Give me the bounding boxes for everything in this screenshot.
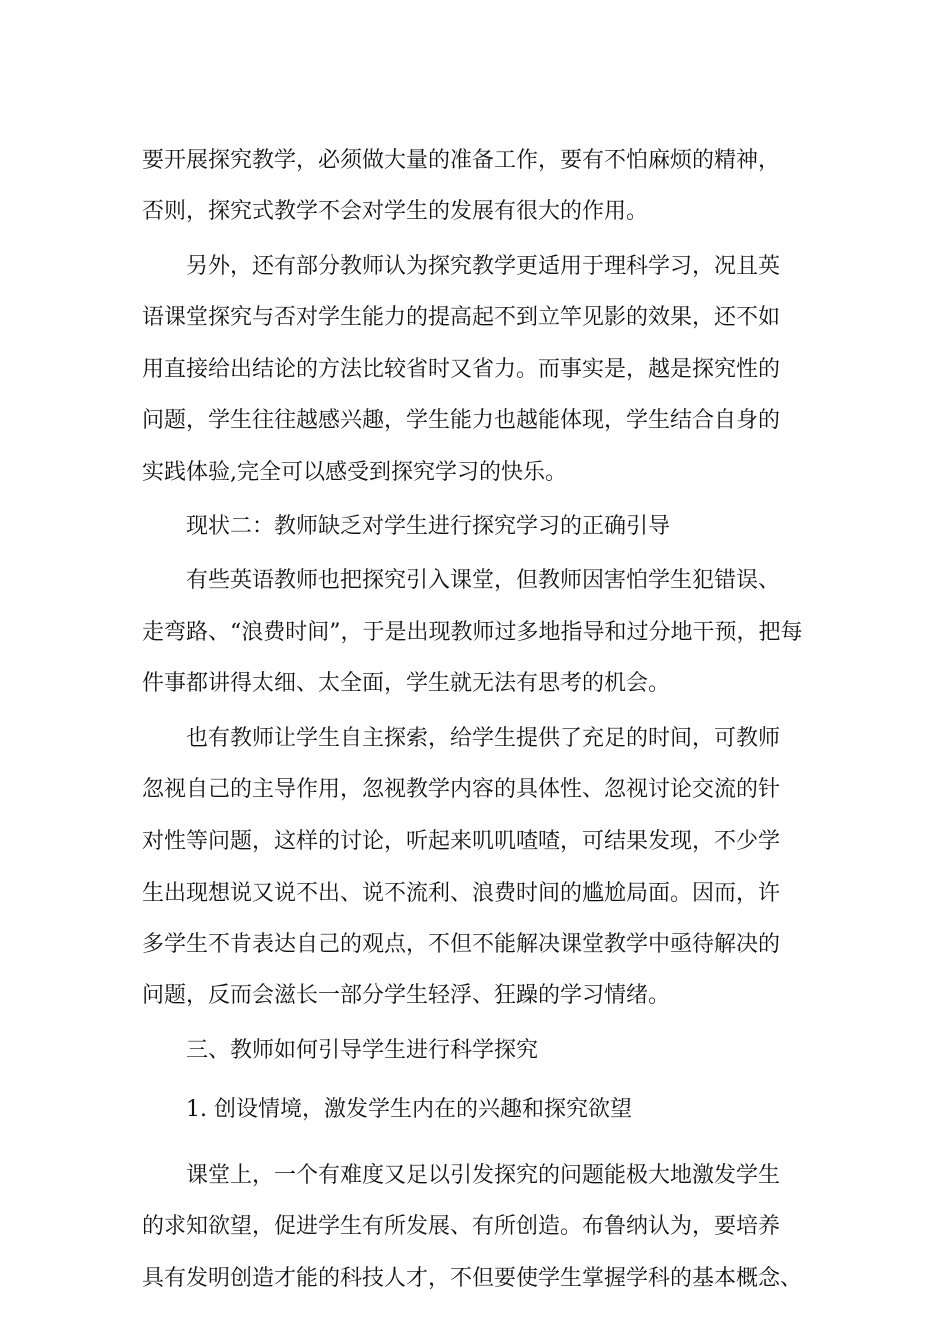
section-heading: 三、教师如何引导学生进行科学探究	[186, 1038, 539, 1063]
text-line: 件事都讲得太细、太全面，学生就无法有思考的机会。	[142, 671, 671, 696]
text-line: 走弯路、“浪费时间”，于是出现教师过多地指导和过分地干预，把每	[142, 620, 803, 645]
section-heading: 现状二：教师缺乏对学生进行探究学习的正确引导	[186, 514, 671, 539]
text-line: 否则，探究式教学不会对学生的发展有很大的作用。	[142, 199, 649, 224]
text-line: 课堂上，一个有难度又足以引发探究的问题能极大地激发学生	[186, 1163, 781, 1188]
text-line: 忽视自己的主导作用，忽视教学内容的具体性、忽视讨论交流的针	[142, 777, 781, 802]
text-line: 生出现想说又说不出、说不流利、浪费时间的尴尬局面。因而，许	[142, 881, 781, 906]
text-line: 有些英语教师也把探究引入课堂，但教师因害怕学生犯错误、	[186, 568, 781, 593]
text-line: 实践体验,完全可以感受到探究学习的快乐。	[142, 460, 567, 485]
text-line: 多学生不肯表达自己的观点，不但不能解决课堂教学中亟待解决的	[142, 932, 781, 957]
text-line: 的求知欲望，促进学生有所发展、有所创造。布鲁纳认为，要培养	[142, 1214, 781, 1239]
text-line: 用直接给出结论的方法比较省时又省力。而事实是，越是探究性的	[142, 357, 781, 382]
text-line: 语课堂探究与否对学生能力的提高起不到立竿见影的效果，还不如	[142, 305, 781, 330]
text-line: 另外，还有部分教师认为探究教学更适用于理科学习，况且英	[186, 254, 781, 279]
text-line: 对性等问题，这样的讨论，听起来叽叽喳喳，可结果发现，不少学	[142, 829, 781, 854]
text-line: 问题，学生往往越感兴趣，学生能力也越能体现，学生结合自身的	[142, 408, 781, 433]
text-line: 具有发明创造才能的科技人才，不但要使学生掌握学科的基本概念、	[142, 1266, 803, 1291]
subsection-heading: 1. 创设情境，激发学生内在的兴趣和探究欲望	[186, 1097, 632, 1122]
text-line: 要开展探究教学，必须做大量的准备工作，要有不怕麻烦的精神，	[142, 148, 781, 173]
text-line: 问题，反而会滋长一部分学生轻浮、狂躁的学习情绪。	[142, 983, 671, 1008]
text-line: 也有教师让学生自主探索，给学生提供了充足的时间，可教师	[186, 726, 781, 751]
